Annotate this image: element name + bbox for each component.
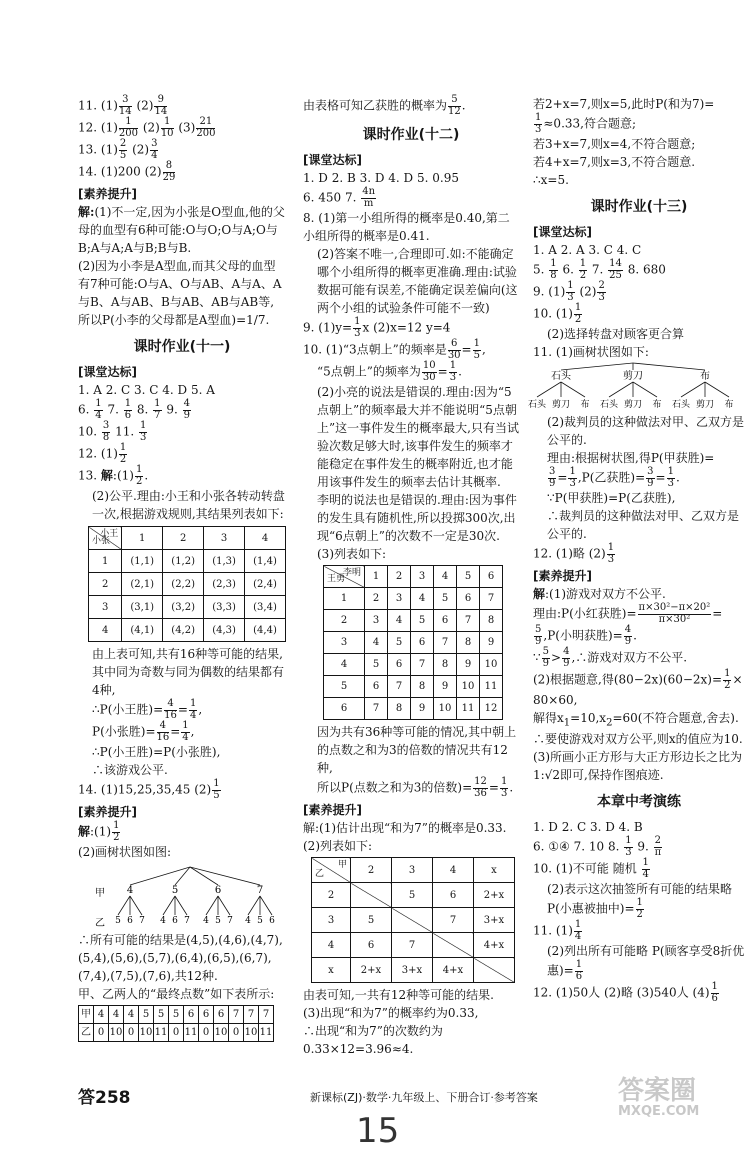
table-row: [312, 908, 515, 933]
table-cell: (2,1): [122, 573, 163, 596]
answer-line: 由表格可知乙获胜的概率为 $\frac{5}{12}$ .: [303, 94, 466, 117]
table-cell: 10: [434, 698, 457, 720]
answer-line: 6. $\frac{1}{4}$ 7. $\frac{1}{6}$ 8. $\frac{1}{7}$ 9. $\frac{4}{9}$: [78, 398, 190, 421]
table-row-header: 5: [324, 676, 365, 698]
answer-line: 10. $\frac{3}{8}$ 11. $\frac{1}{3}$: [78, 420, 147, 443]
result-table-1: [88, 526, 286, 642]
paragraph: 因为共有36种等可能的情况,其中朝上的点数之和为3的倍数的情况共有12种,: [317, 725, 517, 775]
table-cell: 2: [365, 588, 388, 610]
paragraph: (2)答案不唯一,合理即可.如:不能确定哪个小组所得的概率更准确.理由:试验数据可能有误差,不能确定误差偏向(这两个小组的试验条件可能不一致): [317, 247, 518, 315]
table-header-corner: 小王 小张: [89, 527, 122, 550]
table-cell: 2+x: [474, 883, 515, 908]
table-row-header: 6: [324, 698, 365, 720]
tree-node: 石头: [551, 371, 571, 382]
tree-branch: [260, 896, 272, 915]
paragraph: (2)画树状图如图:: [78, 845, 172, 859]
table-cell: 8: [434, 654, 457, 676]
table-row: [324, 610, 503, 632]
formula-line: 理由:P(小红获胜)= $\frac{\text{π×30²−π×20²}}{\text{π×30²}}$ =: [533, 602, 723, 625]
formula-line: ∴P(小王胜)= $\frac{4}{16}$ = $\frac{1}{4}$ ,: [92, 698, 203, 721]
table-cell: (3,4): [245, 596, 286, 619]
table-cell: 0: [169, 1024, 184, 1042]
table-cell: 4+x: [433, 958, 474, 983]
table-cell: 9: [411, 698, 434, 720]
paragraph: 解:(1)估计出现“和为7”的概率是0.33.: [303, 821, 507, 835]
table-cell: 0: [229, 1024, 244, 1042]
column-2: [303, 95, 519, 1058]
tree-leaf: 6: [127, 916, 133, 926]
table-cell: (3,1): [122, 596, 163, 619]
table-row: [312, 933, 515, 958]
answer-line: 13. 解:(1) $\frac{1}{2}$ .: [78, 464, 149, 487]
table-col-header: 4: [245, 527, 286, 550]
table-cell: 7: [457, 610, 480, 632]
table-header-corner: 甲 乙: [312, 858, 351, 883]
table-cell: 5: [351, 908, 392, 933]
answer-line: 12. (1)50人 (2)略 (3)540人 (4) $\frac{1}{6}$: [533, 981, 718, 1004]
section-tag: [课堂达标]: [533, 225, 592, 239]
section-tag: [课堂达标]: [78, 365, 137, 379]
table-cell: 4+x: [474, 933, 515, 958]
tree-branch: [633, 382, 657, 397]
tree-branch: [163, 896, 175, 915]
table-cell: 0: [199, 1024, 214, 1042]
paragraph: 80×60,: [533, 693, 578, 707]
answer-line: 9. (1) $\frac{1}{3}$ (2) $\frac{2}{3}$: [533, 280, 605, 303]
tree-leaf: 5: [115, 916, 121, 926]
table-cell: 11: [259, 1024, 274, 1042]
table-cell: 4: [411, 588, 434, 610]
tree-leaf: 剪刀: [623, 400, 643, 410]
formula-line: ∴P(小王胜)=P(小张胜),: [92, 745, 221, 759]
table-row-header: 3: [312, 908, 351, 933]
table-cell: 7: [229, 1006, 244, 1024]
table-cell: [351, 883, 392, 908]
table-cell: (3,2): [163, 596, 204, 619]
formula-line: (2)列出所有可能略 P(顾客享受8折优惠)= $\frac{1}{6}$: [547, 944, 745, 982]
table-row-header: 2: [89, 573, 122, 596]
table-cell: (4,3): [204, 619, 245, 642]
tree-branch: [175, 896, 187, 915]
table-cell: (1,1): [122, 550, 163, 573]
formula-line: ∵ $\frac{5}{9}$ > $\frac{4}{9}$ ,∴游戏对双方不公平.: [533, 646, 688, 669]
paragraph: (2)因为小李是A型血,而其父母的血型有7种可能:O与A、O与AB、A与A、A与B、A与AB、B与AB、AB与AB等,所以P(小李的父母都是A型血)=1/7.: [78, 259, 282, 327]
table-cell: (4,1): [122, 619, 163, 642]
tree-branch: [206, 896, 218, 915]
table-row: [89, 619, 286, 642]
tree-leaf: 6: [172, 916, 178, 926]
tree-label-yi: 乙: [95, 918, 105, 929]
paragraph: ∴所有可能的结果是(4,5),(4,6),(4,7),: [78, 933, 283, 947]
score-table: [78, 1005, 274, 1042]
tree-leaf: 石头: [599, 400, 619, 410]
tree-leaf: 布: [580, 400, 590, 410]
table-cell: 5: [139, 1006, 154, 1024]
tree-leaf: 4: [203, 916, 209, 926]
table-cell: 3: [365, 610, 388, 632]
paragraph: (2)小亮的说法是错误的.理由:因为“5点朝上”的频率最大并不能说明“5点朝上”这一事件发生的概率最大,只有当试验次数足够大时,该事件发生的频率才能稳定在事件发生的概率附近,也才能用该事件发生的频率去估计其概率.: [317, 385, 519, 489]
answer-line: 14. (1)15,25,35,45 (2) $\frac{1}{5}$: [78, 778, 220, 801]
page-number: 答258: [78, 1088, 131, 1108]
footer-title: 新课标(ZJ)·数学·九年级上、下册合订·参考答案: [310, 1091, 538, 1104]
paragraph: 8. (1)第一小组所得的概率是0.40,第二小组所得的概率是0.41.: [303, 211, 510, 243]
paragraph: ∴要使游戏对双方公平,则x的值应为10.: [533, 732, 743, 747]
tree-diagram-1: [78, 861, 283, 931]
table-cell: 11: [457, 698, 480, 720]
table-row-header: 2: [312, 883, 351, 908]
table-cell: 4: [94, 1006, 109, 1024]
table-row: [324, 588, 503, 610]
table-cell: 5: [388, 632, 411, 654]
paragraph: 若3+x=7,则x=4,不符合题意;: [533, 137, 696, 151]
table-col-header: 5: [457, 566, 480, 588]
answer-line: 11. (1) $\frac{1}{4}$: [533, 919, 582, 942]
paragraph: 11. (1)画树状图如下:: [533, 345, 649, 359]
section-title: 课时作业(十二): [362, 127, 460, 143]
result-table-3: [311, 857, 515, 983]
formula-line: ∴该游戏公平.: [92, 763, 168, 777]
table-cell: 7: [244, 1006, 259, 1024]
paragraph: 解:(1)不一定,因为小张是O型血,他的父母的血型有6种可能:O与O;O与A;O与B;A与A;A与B;B与B.: [78, 205, 285, 255]
paragraph: (3)出现“和为7”的概率约为0.33,: [303, 1006, 479, 1020]
table-cell: 6: [434, 610, 457, 632]
table-col-header: 3: [204, 527, 245, 550]
table-cell: 0: [94, 1024, 109, 1042]
tree-branch: [705, 382, 729, 397]
table-row: [79, 1024, 274, 1042]
table-cell: 4: [109, 1006, 124, 1024]
paragraph: (2)选择转盘对顾客更合算: [547, 327, 684, 341]
paragraph: (3)列表如下:: [317, 547, 387, 561]
paragraph: 由上表可知,共有16种等可能的结果,其中同为奇数与同为偶数的结果都有4种,: [92, 647, 285, 697]
table-cell: 6: [199, 1006, 214, 1024]
table-cell: 8: [457, 632, 480, 654]
tree-branch: [609, 382, 633, 397]
table-cell: 9: [480, 632, 503, 654]
table-cell: (2,2): [163, 573, 204, 596]
table-cell: 5: [154, 1006, 169, 1024]
tree-leaf: 4: [245, 916, 251, 926]
table-row: [79, 1006, 274, 1024]
table-row-header: x: [312, 958, 351, 983]
fraction: $\frac{3}{14}$: [118, 94, 132, 117]
tree-branch: [130, 896, 142, 915]
tree-branch: [561, 382, 585, 397]
table-cell: 7: [411, 654, 434, 676]
table-cell: (1,4): [245, 550, 286, 573]
table-row-header: 3: [324, 632, 365, 654]
table-row: [324, 698, 503, 720]
answer-line: “5点朝上”的频率为 $\frac{10}{30}$ = $\frac{1}{3}$ .: [317, 360, 462, 383]
tree-leaf: 7: [184, 916, 190, 926]
table-row: [312, 958, 515, 983]
answer-line: 12. (1)略 (2) $\frac{1}{3}$: [533, 542, 615, 565]
tree-node: 7: [256, 885, 264, 896]
formula-line: $\frac{5}{9}$ ,P(小明获胜)= $\frac{4}{9}$ .: [535, 624, 637, 647]
table-row: [324, 654, 503, 676]
answer-13-line: 13. (1) $\frac{2}{5}$ (2) $\frac{3}{4}$: [78, 138, 158, 161]
answer-line: 5. $\frac{1}{8}$ 6. $\frac{1}{2}$ 7. $\frac{14}{25}$ 8. 680: [533, 258, 666, 281]
table-cell: 7: [434, 632, 457, 654]
paragraph: 解:(1)游戏对双方不公平.: [533, 587, 666, 601]
table-cell: 6: [365, 676, 388, 698]
table-cell: (4,2): [163, 619, 204, 642]
table-cell: 5: [434, 588, 457, 610]
tree-branch: [218, 896, 230, 915]
table-row: [324, 632, 503, 654]
answer-line: 10. (1)“3点朝上”的频率是 $\frac{6}{30}$ = $\frac{1}{5}$ ,: [303, 338, 486, 361]
table-cell: 3: [388, 588, 411, 610]
table-cell: 7: [433, 908, 474, 933]
mc-answers: 1. A 2. C 3. C 4. D 5. A: [78, 383, 215, 397]
section-tag: [素养提升]: [303, 803, 362, 817]
table-cell: 10: [480, 654, 503, 676]
table-row-header: 1: [324, 588, 365, 610]
tree-leaf: 7: [139, 916, 145, 926]
paragraph: 甲、乙两人的“最终点数”如下表所示:: [78, 987, 275, 1001]
table-cell: 11: [184, 1024, 199, 1042]
table-cell: (2,3): [204, 573, 245, 596]
table-row-header: 4: [89, 619, 122, 642]
tree-branch: [130, 867, 190, 885]
paragraph: (2)表示这次抽签所有可能的结果略: [547, 882, 732, 897]
table-cell: [433, 933, 474, 958]
tree-branch: [190, 867, 218, 885]
answer-line: 6. ①④ 7. 10 8. $\frac{1}{3}$ 9. $\frac{2}{\pi}$: [533, 835, 662, 858]
paragraph: 若4+x=7,则x=3,不符合题意.: [533, 155, 696, 169]
table-cell: 4: [124, 1006, 139, 1024]
section-title: 课时作业(十一): [133, 339, 231, 355]
table-col-header: 2: [388, 566, 411, 588]
answer-line: 6. 450 7. $\frac{4n}{m}$: [303, 186, 376, 209]
result-table-2: [323, 565, 503, 720]
table-row: [89, 596, 286, 619]
table-cell: 7: [392, 933, 433, 958]
answer-line: 解:(1) $\frac{1}{2}$: [78, 820, 120, 843]
table-cell: 乙: [79, 1024, 94, 1042]
tree-label-jia: 甲: [95, 888, 105, 899]
paragraph: (7,4),(7,5),(7,6),共12种.: [78, 969, 218, 983]
column-3: [527, 95, 745, 1004]
answer-line: 10. (1)不可能 随机 $\frac{1}{4}$: [533, 857, 649, 880]
paragraph: 若2+x=7,则x=5,此时P(和为7)=: [533, 97, 715, 111]
section-tag: [素养提升]: [533, 569, 592, 583]
table-row-header: 4: [324, 654, 365, 676]
paragraph: 由表可知,一共有12种等可能的结果.: [303, 988, 494, 1002]
table-row: [312, 883, 515, 908]
table-cell: 10: [109, 1024, 124, 1042]
section-tag: [素养提升]: [78, 187, 137, 201]
column-1: [78, 95, 286, 1042]
tree-node: 4: [126, 885, 134, 896]
tree-node: 剪刀: [623, 371, 643, 382]
table-cell: 9: [434, 676, 457, 698]
table-row-header: 2: [324, 610, 365, 632]
table-col-header: 1: [365, 566, 388, 588]
answer-line: 10. (1) $\frac{1}{2}$: [533, 302, 582, 325]
formula-line: $\frac{3}{9}$ = $\frac{1}{3}$ ,P(乙获胜)= $\frac{3}{9}$ = $\frac{1}{3}$ .: [549, 466, 680, 489]
table-cell: 10: [457, 676, 480, 698]
tree-node: 5: [171, 885, 179, 896]
table-cell: (2,4): [245, 573, 286, 596]
tree-leaf: 石头: [527, 400, 547, 410]
table-cell: 6: [351, 933, 392, 958]
table-row-header: 1: [89, 550, 122, 573]
tree-branch: [561, 363, 633, 370]
table-cell: 10: [139, 1024, 154, 1042]
section-tag: [课堂达标]: [303, 153, 362, 167]
tree-leaf: 剪刀: [551, 400, 571, 410]
formula-line: (2)根据题意,得(80−2x)(60−2x)= $\frac{1}{2}$ ×: [533, 668, 743, 691]
table-cell: 8: [411, 676, 434, 698]
table-cell: 6: [411, 632, 434, 654]
tree-leaf: 布: [652, 400, 662, 410]
table-cell: 8: [388, 698, 411, 720]
tree-branch: [118, 896, 130, 915]
table-cell: 6: [214, 1006, 229, 1024]
table-col-header: 3: [392, 858, 433, 883]
table-cell: 5: [411, 610, 434, 632]
table-col-header: 3: [411, 566, 434, 588]
paragraph: ∵P(甲获胜)=P(乙获胜),: [547, 491, 676, 505]
table-cell: 3+x: [474, 908, 515, 933]
table-cell: 10: [214, 1024, 229, 1042]
paragraph: 理由:根据树状图,得P(甲获胜)=: [547, 451, 715, 465]
section-tag: [素养提升]: [78, 805, 137, 819]
tree-branch: [633, 363, 705, 370]
paragraph: ∴裁判员的这种做法对甲、乙双方是公平的.: [547, 509, 740, 541]
table-cell: 5: [169, 1006, 184, 1024]
table-cell: 甲: [79, 1006, 94, 1024]
table-cell: 4: [365, 632, 388, 654]
table-cell: 10: [244, 1024, 259, 1042]
mc-answers: 1. D 2. B 3. D 4. D 5. 0.95: [303, 171, 459, 185]
answer-11-line: 11. (1) $\frac{3}{14}$ (2) $\frac{9}{14}$: [78, 94, 168, 117]
table-row: [324, 676, 503, 698]
table-cell: [474, 958, 515, 983]
paragraph: ∴x=5.: [533, 173, 569, 187]
formula-line: P(小惠被抽中)= $\frac{1}{2}$: [547, 897, 643, 920]
table-row: [89, 573, 286, 596]
table-cell: 8: [480, 610, 503, 632]
table-cell: 5: [365, 654, 388, 676]
table-cell: 7: [259, 1006, 274, 1024]
table-row: [89, 550, 286, 573]
tree-leaf: 布: [724, 400, 734, 410]
table-cell: 4: [388, 610, 411, 632]
tree-leaf: 石头: [671, 400, 691, 410]
tree-leaf: 7: [227, 916, 233, 926]
tree-branch: [190, 867, 260, 885]
formula-line: P(小张胜)= $\frac{4}{16}$ = $\frac{1}{4}$ ,: [92, 720, 195, 743]
table-cell: 6: [457, 588, 480, 610]
table-col-header: x: [474, 858, 515, 883]
table-cell: 9: [457, 654, 480, 676]
table-cell: 6: [388, 654, 411, 676]
watermark-logo: 答案圈 MXQE.COM: [618, 1076, 700, 1119]
table-cell: 11: [480, 676, 503, 698]
table-col-header: 1: [122, 527, 163, 550]
answer-line: $\frac{1}{3}$ ≈0.33,符合题意;: [535, 112, 637, 135]
table-cell: (3,3): [204, 596, 245, 619]
answer-12-line: 12. (1) $\frac{1}{200}$ (2) $\frac{1}{10}$ (3) $\frac{21}{200}$: [78, 116, 216, 139]
tree-branch: [248, 896, 260, 915]
answer-14-line: 14. (1)200 (2) $\frac{8}{29}$: [78, 160, 176, 183]
table-row-header: 3: [89, 596, 122, 619]
tree-branch: [175, 867, 190, 885]
paragraph: (2)裁判员的这种做法对甲、乙双方是公平的.: [547, 415, 744, 447]
table-cell: 5: [392, 883, 433, 908]
paragraph: (3)所画小正方形与大正方形边长之比为1:√2即可,保持作图痕迹.: [533, 750, 742, 783]
answer-line: 9. (1)y= $\frac{1}{3}$ x (2)x=12 y=4: [303, 316, 451, 339]
formula-line: 解得$x_1=10,x_2=60$(不符合题意,舍去).: [533, 711, 739, 729]
handwritten-number: 15: [356, 1111, 400, 1151]
table-cell: 7: [480, 588, 503, 610]
table-col-header: 6: [480, 566, 503, 588]
table-cell: (4,4): [245, 619, 286, 642]
paragraph: (2)公平.理由:小王和小张各转动转盘一次,根据游戏规则,其结果列表如下:: [92, 489, 285, 521]
mc-answers: 1. A 2. A 3. C 4. C: [533, 243, 642, 257]
tree-node: 6: [214, 885, 222, 896]
table-row-header: 4: [312, 933, 351, 958]
paragraph: (5,4),(5,6),(5,7),(6,4),(6,5),(6,7),: [78, 951, 272, 965]
tree-diagram-2: [527, 361, 743, 413]
table-cell: 2+x: [351, 958, 392, 983]
table-cell: 6: [433, 883, 474, 908]
table-header-corner: 李明 王勇: [324, 566, 365, 588]
table-cell: (1,2): [163, 550, 204, 573]
table-col-header: 2: [351, 858, 392, 883]
section-title: 课时作业(十三): [590, 199, 688, 215]
table-cell: 0: [124, 1024, 139, 1042]
paragraph: ∴出现“和为7”的次数约为0.33×12=3.96≈4.: [303, 1024, 443, 1056]
tree-branch: [681, 382, 705, 397]
tree-branch: [537, 382, 561, 397]
table-cell: 7: [365, 698, 388, 720]
tree-leaf: 5: [215, 916, 221, 926]
table-cell: 11: [154, 1024, 169, 1042]
paragraph: (2)列表如下:: [303, 839, 373, 853]
table-cell: (1,3): [204, 550, 245, 573]
table-col-header: 4: [434, 566, 457, 588]
table-cell: [392, 908, 433, 933]
table-cell: 7: [388, 676, 411, 698]
table-cell: 6: [184, 1006, 199, 1024]
tree-leaf: 4: [160, 916, 166, 926]
formula-line: 所以P(点数之和为3的倍数)= $\frac{12}{36}$ = $\frac{1}{3}$ .: [317, 776, 514, 799]
tree-node: 布: [700, 371, 710, 382]
table-cell: 3+x: [392, 958, 433, 983]
tree-leaf: 6: [269, 916, 275, 926]
table-col-header: 2: [163, 527, 204, 550]
section-title: 本章中考演练: [597, 794, 681, 811]
paragraph: 李明的说法也是错误的.理由:因为事件的发生具有随机性,所以投掷300次,出现“6点朝上”的次数不一定是30次.: [317, 493, 517, 543]
answer-line: 12. (1) $\frac{1}{2}$: [78, 442, 127, 465]
tree-leaf: 5: [257, 916, 263, 926]
table-cell: 12: [480, 698, 503, 720]
tree-leaf: 剪刀: [695, 400, 715, 410]
mc-answers: 1. D 2. C 3. D 4. B: [533, 820, 643, 835]
table-col-header: 4: [433, 858, 474, 883]
